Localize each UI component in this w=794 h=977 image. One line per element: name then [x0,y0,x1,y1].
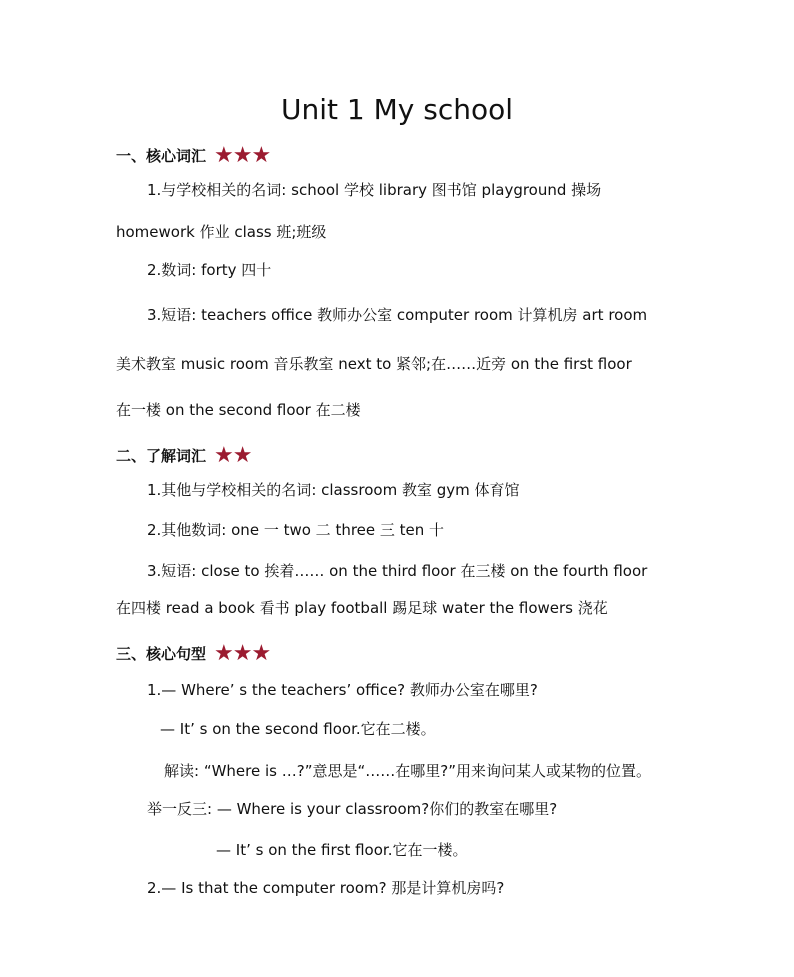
section-heading-core-sentences: 三、核心句型 ★★★ [116,641,271,666]
star-rating-icon: ★★★ [214,641,271,666]
text-line: — It’ s on the first floor.它在一楼。 [216,841,468,859]
text-line: 举一反三: — Where is your classroom?你们的教室在哪里? [147,800,558,818]
star-rating-icon: ★★★ [214,143,271,168]
text-line: 2.其他数词: one 一 two 二 three 三 ten 十 [147,521,445,539]
text-line: 1.其他与学校相关的名词: classroom 教室 gym 体育馆 [147,481,520,499]
text-line: 3.短语: close to 挨着…… on the third floor 在三楼 on the fourth floor [147,562,648,580]
text-line: — It’ s on the second floor.它在二楼。 [160,720,436,738]
text-line: homework 作业 class 班;班级 [116,223,327,241]
text-line: 3.短语: teachers office 教师办公室 computer room 计算机房 art room [147,306,648,324]
section-heading-vocabulary: 二、了解词汇 ★★ [116,443,252,468]
text-line: 1.与学校相关的名词: school 学校 library 图书馆 playground 操场 [147,181,602,199]
star-rating-icon: ★★ [214,443,252,468]
text-line: 在一楼 on the second floor 在二楼 [116,401,361,419]
section-heading-core-vocabulary: 一、核心词汇 ★★★ [116,143,271,168]
text-line: 1.— Where’ s the teachers’ office? 教师办公室在哪里? [147,681,538,699]
text-line: 解读: “Where is …?”意思是“……在哪里?”用来询问某人或某物的位置。 [164,762,651,780]
text-line: 在四楼 read a book 看书 play football 踢足球 water the flowers 浇花 [116,599,608,617]
page-title: Unit 1 My school [280,93,513,126]
text-line: 2.数词: forty 四十 [147,261,272,279]
text-line: 美术教室 music room 音乐教室 next to 紧邻;在……近旁 on the first floor [116,355,632,373]
text-line: 2.— Is that the computer room? 那是计算机房吗? [147,879,505,897]
